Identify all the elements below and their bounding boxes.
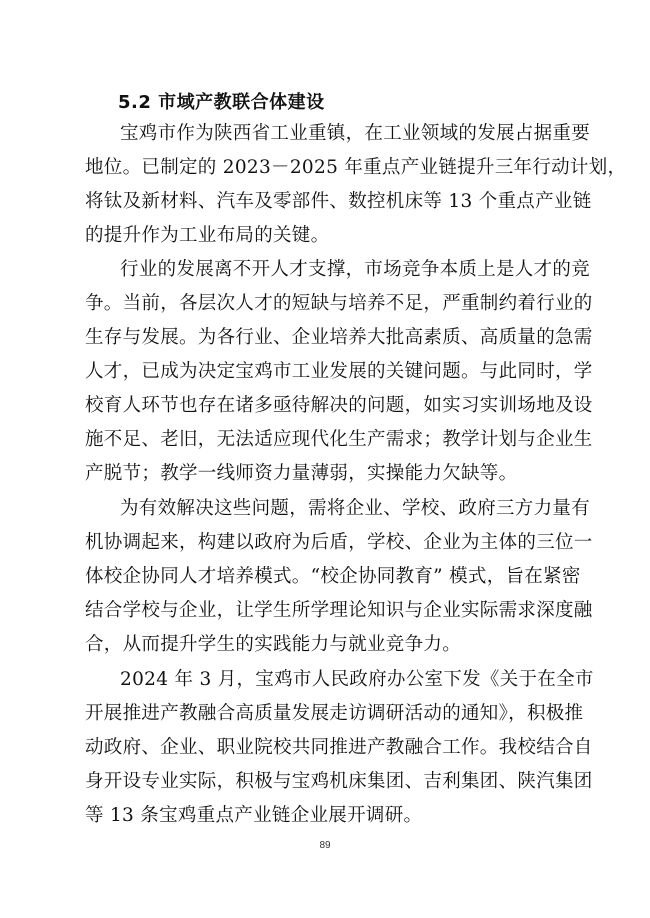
paragraph-line: 将钛及新材料、汽车及零部件、数控机床等 13 个重点产业链	[85, 191, 592, 212]
paragraph-line: 生存与发展。为各行业、企业培养大批高素质、高质量的急需	[85, 327, 593, 348]
paragraph-line: 结合学校与企业，让学生所学理论知识与企业实际需求深度融	[85, 600, 593, 621]
paragraph-line: 合，从而提升学生的实践能力与就业竞争力。	[85, 634, 462, 655]
paragraph-line: 地位。已制定的 2023－2025 年重点产业链提升三年行动计划，	[85, 157, 627, 178]
paragraph-line: 开展推进产教融合高质量发展走访调研活动的通知》，积极推	[85, 703, 584, 724]
paragraph-line: 施不足、老旧，无法适应现代化生产需求；教学计划与企业生	[85, 429, 593, 450]
section-heading	[118, 88, 325, 114]
paragraph-line: 校育人环节也存在诸多亟待解决的问题，如实习实训场地及设	[85, 395, 593, 416]
paragraph-line: 身开设专业实际，积极与宝鸡机床集团、吉利集团、陕汽集团	[85, 771, 593, 792]
section-number: 5.2	[118, 92, 152, 113]
paragraph-line: 体校企协同人才培养模式。“校企协同教育” 模式，旨在紧密	[85, 566, 581, 587]
paragraph-line: 2024 年 3 月，宝鸡市人民政府办公室下发《关于在全市	[120, 669, 594, 690]
paragraph-line: 等 13 条宝鸡重点产业链企业展开调研。	[85, 805, 423, 826]
paragraph-line: 行业的发展离不开人才支撑，市场竞争本质上是人才的竞	[120, 259, 591, 280]
paragraph-line: 争。当前，各层次人才的短缺与培养不足，严重制约着行业的	[85, 293, 593, 314]
paragraph-line: 宝鸡市作为陕西省工业重镇，在工业领域的发展占据重要	[120, 123, 591, 144]
paragraph-line: 的提升作为工业布局的关键。	[85, 225, 330, 246]
paragraph-line: 产脱节；教学一线师资力量薄弱，实操能力欠缺等。	[85, 463, 518, 484]
paragraph-line: 人才，已成为决定宝鸡市工业发展的关键问题。与此同时，学	[85, 361, 593, 382]
page-number: 89	[319, 840, 331, 851]
paragraph-line: 为有效解决这些问题，需将企业、学校、政府三方力量有	[120, 498, 591, 519]
paragraph-line: 动政府、企业、职业院校共同推进产教融合工作。我校结合自	[85, 737, 593, 758]
section-title: 市域产教联合体建设	[158, 92, 325, 113]
paragraph-line: 机协调起来，构建以政府为后盾，学校、企业为主体的三位一	[85, 532, 593, 553]
